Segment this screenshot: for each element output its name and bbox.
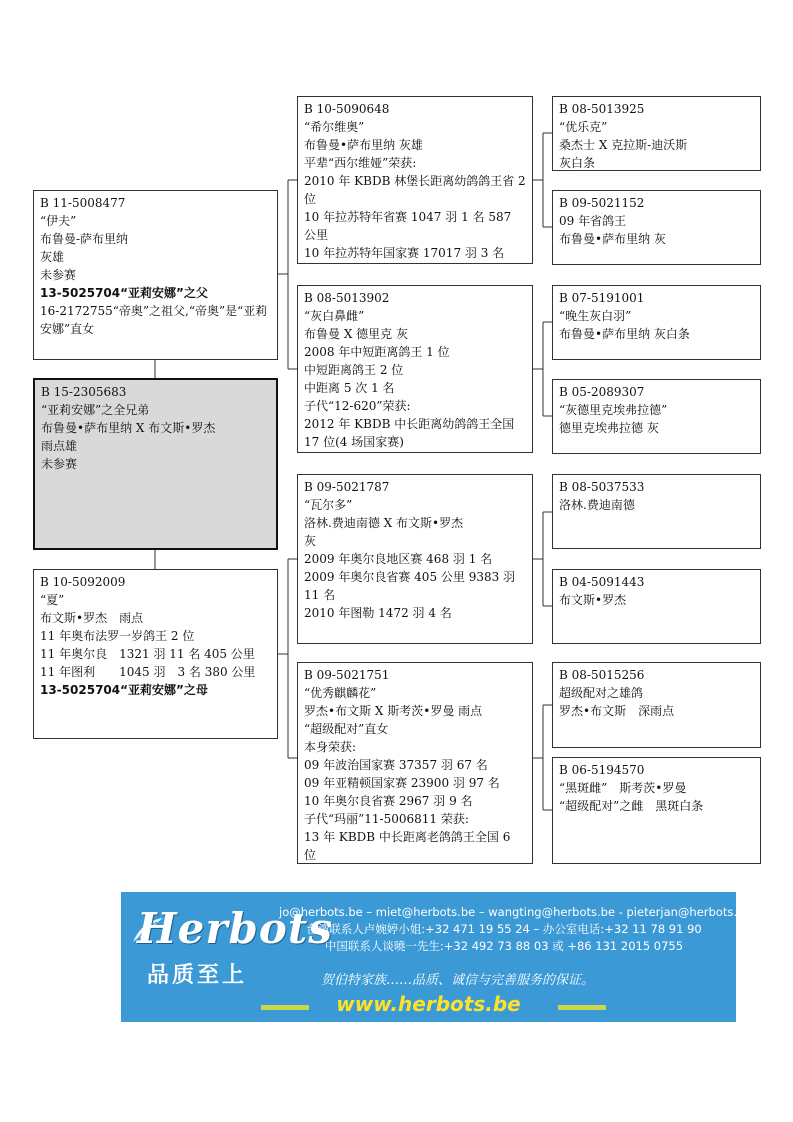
dam-highlight: 13-5025704“亚莉安娜”之母 — [40, 683, 208, 697]
gp3-line: 灰 — [304, 534, 317, 548]
ggp1-ring: B 08-5013925 — [559, 102, 645, 116]
herbots-logo: Herbots — [137, 904, 333, 953]
grandparent-card-2 — [297, 285, 533, 453]
grandparent-card-4 — [297, 662, 533, 864]
sire-line: 未参赛 — [40, 268, 77, 282]
gp3-line: 2009 年奥尔良地区赛 468 羽 1 名 — [304, 552, 493, 566]
great-grandparent-card-8 — [552, 757, 761, 864]
ggp8-line: “超级配对”之雌 黑斑白条 — [559, 799, 704, 813]
ggp7-line: 超级配对之雄鸽 — [559, 686, 644, 700]
herbots-banner — [121, 892, 752, 1022]
gp2-name: “灰白鼻雌” — [304, 309, 365, 323]
ggp8-line: “黑斑雌” 斯考茨•罗曼 — [559, 781, 687, 795]
subject-name: “亚莉安娜”之全兄弟 — [41, 403, 150, 417]
gp3-name: “瓦尔多” — [304, 498, 353, 512]
dam-name: “夏” — [40, 593, 65, 607]
contact-phone-1: 台湾联系人卢婉婷小姐:+32 471 19 55 24 – 办公室电话:+32 11 78 91 90 — [306, 922, 702, 936]
great-grandparent-card-5 — [552, 474, 761, 549]
great-grandparent-card-2 — [552, 190, 761, 265]
gp2-line: 2012 年 KBDB 中长距离幼鸽鸽王全国 17 位(4 场国家赛) — [304, 417, 515, 449]
ggp2-ring: B 09-5021152 — [559, 196, 645, 210]
contact-phone-2: 中国联系人谈曉一先生:+32 492 73 88 03 或 +86 131 2015 0755 — [324, 939, 684, 953]
gp4-line: 子代“玛丽”11-5006811 荣获: — [304, 812, 469, 826]
sire-line: 灰雄 — [40, 250, 65, 264]
ggp7-line: 罗杰•布文斯 深雨点 — [559, 704, 675, 718]
gp1-line: 10 年拉苏特年国家赛 17017 羽 3 名 — [304, 246, 505, 260]
ggp8-ring: B 06-5194570 — [559, 763, 645, 777]
sire-note: 16-2172755“帝奥”之祖父,“帝奥”是“亚莉安娜”直女 — [40, 304, 268, 336]
gp4-line: 10 年奥尔良省赛 2967 羽 9 名 — [304, 794, 473, 808]
banner-tagline: 品质至上 — [147, 963, 248, 988]
great-grandparent-card-3 — [552, 285, 761, 360]
gp1-line: 平辈“西尔维娅”荣获: — [304, 156, 417, 170]
decorative-dash-right — [558, 1005, 606, 1010]
gp2-line: 子代“12-620”荣获: — [304, 399, 411, 413]
dam-ring: B 10-5092009 — [40, 575, 126, 589]
subject-card — [33, 378, 278, 550]
gp1-ring: B 10-5090648 — [304, 102, 390, 116]
gp3-line: 2009 年奥尔良省赛 405 公里 9383 羽 11 名 — [304, 570, 516, 602]
contact-block — [279, 904, 752, 955]
banner-slogan: 贺伯特家族……品质、诚信与完善服务的保证。 — [321, 973, 595, 988]
ggp4-name: “灰德里克埃弗拉德” — [559, 403, 668, 417]
gp3-line: 洛林.费迪南德 X 布文斯•罗杰 — [304, 516, 464, 530]
gp2-line: 中距离 5 次 1 名 — [304, 381, 395, 395]
dam-line: 11 年图利 1045 羽 3 名 380 公里 — [40, 665, 256, 679]
subject-ring: B 15-2305683 — [41, 385, 127, 399]
dam-card — [33, 569, 278, 739]
gp2-line: 布鲁曼 X 德里克 灰 — [304, 327, 408, 341]
gp3-line: 2010 年图勒 1472 羽 4 名 — [304, 606, 452, 620]
ggp5-ring: B 08-5037533 — [559, 480, 645, 494]
ggp4-line: 德里克埃弗拉德 灰 — [559, 421, 659, 435]
great-grandparent-card-6 — [552, 569, 761, 644]
website-link[interactable]: www.herbots.be — [336, 992, 521, 1016]
ggp7-ring: B 08-5015256 — [559, 668, 645, 682]
ggp6-line: 布文斯•罗杰 — [559, 593, 627, 607]
gp1-line: 2010 年 KBDB 林堡长距离幼鸽鸽王省 2 位 — [304, 174, 526, 206]
sire-highlight: 13-5025704“亚莉安娜”之父 — [40, 286, 208, 300]
ggp4-ring: B 05-2089307 — [559, 385, 645, 399]
sire-line: 布鲁曼-萨布里纳 — [40, 232, 129, 246]
gp4-name: “优秀麒麟花” — [304, 686, 377, 700]
gp1-line: 布鲁曼•萨布里纳 灰雄 — [304, 138, 423, 152]
gp4-line: 罗杰•布文斯 X 斯考茨•罗曼 雨点 — [304, 704, 483, 718]
subject-line: 未参赛 — [41, 457, 78, 471]
ggp2-line: 09 年省鸽王 — [559, 214, 627, 228]
ggp3-name: “晚生灰白羽” — [559, 309, 632, 323]
gp4-line: 本身荣获: — [304, 740, 357, 754]
dam-line: 11 年奥布法罗一岁鸽王 2 位 — [40, 629, 195, 643]
gp2-ring: B 08-5013902 — [304, 291, 390, 305]
sire-name: “伊夫” — [40, 214, 77, 228]
ggp3-ring: B 07-5191001 — [559, 291, 645, 305]
dam-line: 布文斯•罗杰 雨点 — [40, 611, 144, 625]
gp1-line: 10 年拉苏特年省赛 1047 羽 1 名 587 公里 — [304, 210, 512, 242]
gp4-line: 09 年亚精顿国家赛 23900 羽 97 名 — [304, 776, 500, 790]
gp1-name: “希尔维奥” — [304, 120, 365, 134]
dam-line: 11 年奥尔良 1321 羽 11 名 405 公里 — [40, 647, 255, 661]
ggp2-line: 布鲁曼•萨布里纳 灰 — [559, 232, 666, 246]
sire-ring: B 11-5008477 — [40, 196, 126, 210]
subject-line: 雨点雄 — [41, 439, 78, 453]
ggp6-ring: B 04-5091443 — [559, 575, 645, 589]
gp2-line: 2008 年中短距离鸽王 1 位 — [304, 345, 450, 359]
ggp1-line: 灰白条 — [559, 156, 596, 170]
ggp5-line: 洛林.费迪南德 — [559, 498, 635, 512]
ggp1-name: “优乐克” — [559, 120, 608, 134]
great-grandparent-card-7 — [552, 662, 761, 748]
great-grandparent-card-4 — [552, 379, 761, 454]
sire-card — [33, 190, 278, 360]
gp2-line: 中短距离鸽王 2 位 — [304, 363, 404, 377]
subject-line: 布鲁曼•萨布里纳 X 布文斯•罗杰 — [41, 421, 216, 435]
gp4-line: 09 年波治国家赛 37357 羽 67 名 — [304, 758, 488, 772]
ggp3-line: 布鲁曼•萨布里纳 灰白条 — [559, 327, 690, 341]
ggp1-line: 桑杰士 X 克拉斯-迪沃斯 — [559, 138, 688, 152]
gp4-line: “超级配对”直女 — [304, 722, 389, 736]
contact-emails[interactable]: jo@herbots.be – miet@herbots.be – wangting@herbots.be - pieterjan@herbots.be — [279, 905, 752, 919]
gp4-line: 13 年 KBDB 中长距离老鸽鸽王全国 6 位 — [304, 830, 511, 862]
gp3-ring: B 09-5021787 — [304, 480, 390, 494]
great-grandparent-card-1 — [552, 96, 761, 171]
grandparent-card-3 — [297, 474, 533, 644]
gp4-ring: B 09-5021751 — [304, 668, 390, 682]
grandparent-card-1 — [297, 96, 533, 264]
